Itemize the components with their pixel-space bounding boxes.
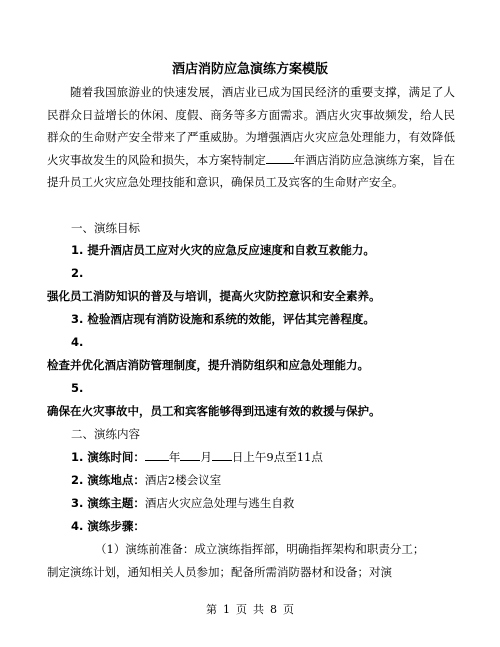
goal-item-4-text: 检查并优化酒店消防管理制度，提升消防组织和应急处理能力。 — [47, 358, 369, 372]
intro-paragraph — [47, 81, 455, 194]
intro-text-part1: 随着我国旅游业的快速发展，酒店业已成为国民经济的重要支撑，满足了人民群众日益增长的休闲、度假、商务等多方面需求。酒店火灾事故频发，给人民群众的生命财产安全带来了严重威胁。为增强酒店火灾应急处理能力，有效降低火灾事故发生的风险和损失，本方案特制定 — [47, 85, 455, 167]
goal-item-3: 3. 检验酒店现有消防设施和系统的效能，评估其完善程度。 — [71, 312, 375, 326]
goal-item-5-number: 5. — [71, 381, 84, 395]
theme-value: 酒店火灾应急处理与逃生自救 — [144, 496, 295, 510]
time-rest: 日上午9点至11点 — [231, 450, 323, 464]
step-1-line-1: （1）演练前准备：成立演练指挥部，明确指挥架构和职责分工； — [95, 542, 425, 556]
theme-label: 3. 演练主题： — [71, 496, 145, 510]
place-label: 2. 演练地点： — [71, 473, 145, 487]
time-year-blank — [145, 450, 169, 461]
page-footer — [0, 601, 500, 617]
goal-item-1: 1. 提升酒店员工应对火灾的应急反应速度和自救互救能力。 — [71, 243, 375, 257]
goal-item-2-text: 强化员工消防知识的普及与培训，提高火灾防控意识和安全素养。 — [47, 289, 381, 303]
footer-ye: 页 — [236, 603, 247, 616]
goal-item-4-number: 4. — [71, 335, 84, 349]
place-value: 酒店2楼会议室 — [144, 473, 222, 487]
content-item-place — [71, 469, 491, 491]
goal-item-2-number: 2. — [71, 266, 84, 280]
footer-page-number: 1 — [223, 603, 230, 616]
footer-di: 第 — [206, 603, 217, 616]
content-item-theme — [71, 492, 491, 514]
footer-total-pages: 8 — [270, 603, 277, 616]
footer-gong: 共 — [253, 603, 264, 616]
document-title: 酒店消防应急演练方案模版 — [171, 62, 328, 77]
content-item-steps: 4. 演练步骤： — [71, 519, 145, 533]
time-month: 月 — [200, 450, 212, 464]
intro-text-part2: 年酒店消防应急演练方案，旨在提升员工火灾应急处理技能和意识，确保员工及宾客的生命财产安全。 — [47, 152, 456, 189]
step-1-line-2: 制定演练计划，通知相关人员参加；配备所需消防器材和设备；对演 — [47, 565, 392, 579]
year-blank — [266, 153, 294, 164]
time-label: 1. 演练时间： — [71, 450, 145, 464]
section-heading-content: 二、演练内容 — [71, 427, 140, 441]
time-day-blank — [212, 450, 232, 461]
section-heading-goals: 一、演练目标 — [71, 221, 140, 235]
content-item-time — [71, 446, 491, 468]
time-month-blank — [180, 450, 200, 461]
footer-ye-2: 页 — [283, 603, 294, 616]
time-year: 年 — [168, 450, 181, 464]
intro-text — [47, 81, 455, 194]
goal-item-5-text: 确保在火灾事故中，员工和宾客能够得到迅速有效的救援与保护。 — [47, 404, 381, 418]
